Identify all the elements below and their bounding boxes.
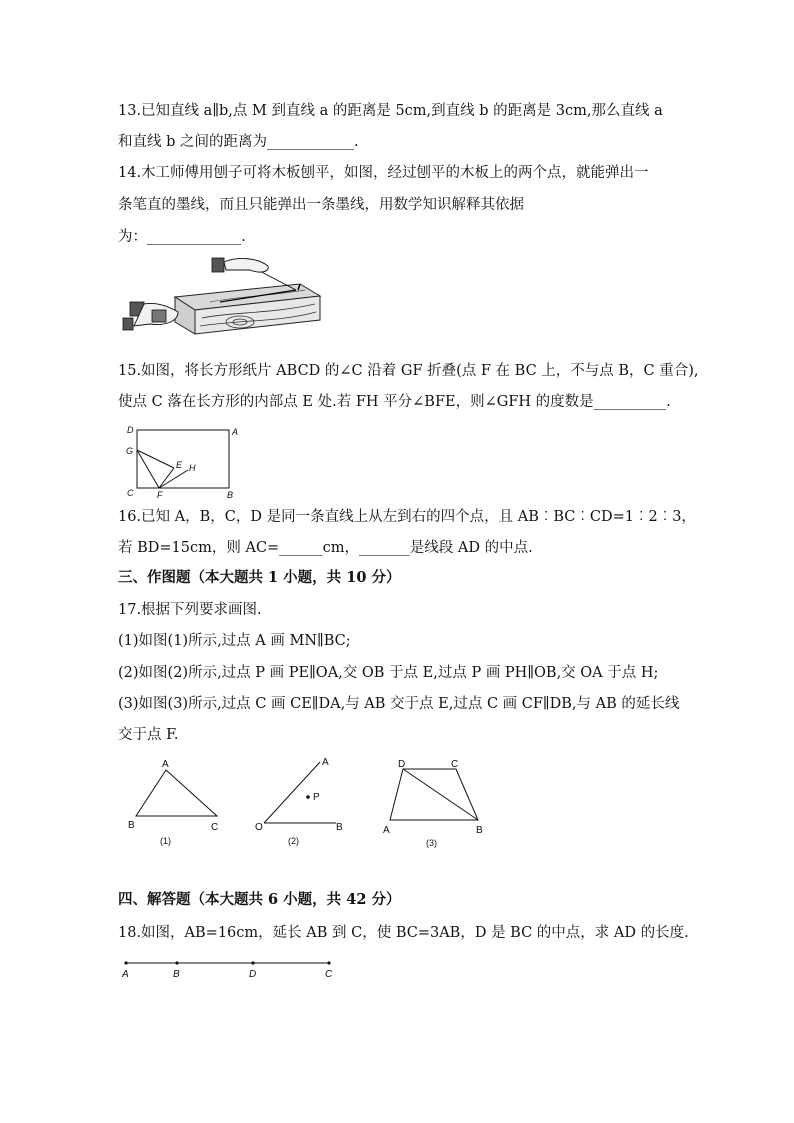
q14-line2: 条笔直的墨线，而且只能弹出一条墨线，用数学知识解释其依据 [118, 197, 524, 213]
point-A [124, 961, 127, 964]
q17-item3b: 交于点 F. [118, 727, 179, 743]
rectangle-fold-figure [122, 424, 244, 500]
section3-heading: 三、作图题（本大题共 1 小题，共 10 分） [118, 569, 401, 586]
section4-heading: 四、解答题（本大题共 6 小题，共 42 分） [118, 891, 401, 908]
figure-3-trapezoid [378, 752, 493, 852]
fig3-label-A: A [383, 825, 390, 836]
fig1-label-A: A [162, 759, 169, 770]
figure-1-triangle [122, 756, 232, 850]
fig2-label-A: A [322, 757, 329, 768]
q14-line1: 14.木工师傅用刨子可将木板刨平，如图，经过刨平的木板上的两个点，就能弹出一 [118, 165, 649, 181]
point-C [327, 961, 330, 964]
fig1-label-B: B [128, 820, 135, 831]
fig3-label-B: B [476, 825, 483, 836]
point-P [306, 795, 310, 799]
plank-illustration [120, 252, 325, 342]
fig3-label-C: C [451, 759, 459, 770]
q14-line3: 为：_____________. [118, 229, 246, 245]
q17-item1: (1)如图(1)所示,过点 A 画 MN∥BC; [118, 633, 351, 649]
fig1-label-C: C [211, 822, 219, 833]
q18-line-segment [118, 955, 338, 983]
q16-line1: 16.已知 A，B，C，D 是同一条直线上从左到右的四个点，且 AB︰BC︰CD=1︰2︰3， [118, 509, 696, 525]
fig2-label-P: P [313, 792, 320, 803]
point-D [251, 961, 254, 964]
q16-line2: 若 BD=15cm，则 AC=______cm，_______是线段 AD 的中点. [118, 540, 533, 556]
q18-label-B: B [173, 969, 180, 980]
q18-label-D: D [249, 969, 257, 980]
q18-label-C: C [325, 969, 333, 980]
point-B [175, 961, 178, 964]
q15-line2: 使点 C 落在长方形的内部点 E 处.若 FH 平分∠BFE，则∠GFH 的度数是__________. [118, 394, 671, 410]
q13-line2: 和直线 b 之间的距离为____________. [118, 134, 359, 150]
q13-line1: 13.已知直线 a∥b,点 M 到直线 a 的距离是 5cm,到直线 b 的距离是 3cm,那么直线 a [118, 103, 663, 119]
fig3-caption: (3) [426, 838, 437, 848]
label-B: B [227, 490, 234, 500]
label-D: D [127, 425, 134, 435]
label-A: A [232, 427, 239, 437]
q17-item2: (2)如图(2)所示,过点 P 画 PE∥OA,交 OB 于点 E,过点 P 画 PH∥OB,交 OA 于点 H; [118, 665, 659, 681]
label-C: C [127, 488, 134, 498]
figure-2-angle [250, 750, 360, 850]
label-E: E [176, 460, 183, 470]
q18-label-A: A [122, 969, 129, 980]
fig2-label-B: B [336, 822, 343, 833]
fig2-label-O: O [255, 822, 263, 833]
q17-title: 17.根据下列要求画图. [118, 602, 262, 618]
q17-item3a: (3)如图(3)所示,过点 C 画 CE∥DA,与 AB 交于点 E,过点 C 画 CF∥DB,与 AB 的延长线 [118, 696, 680, 712]
q18-line1: 18.如图，AB=16cm，延长 AB 到 C，使 BC=3AB，D 是 BC 的中点，求 AD 的长度. [118, 925, 689, 941]
label-H: H [189, 463, 196, 473]
label-G: G [126, 446, 134, 456]
fig3-label-D: D [398, 759, 406, 770]
label-F: F [157, 490, 163, 500]
fig2-caption: (2) [288, 836, 299, 846]
q15-line1: 15.如图，将长方形纸片 ABCD 的∠C 沿着 GF 折叠(点 F 在 BC 上，不与点 B，C 重合), [118, 363, 699, 379]
fig1-caption: (1) [160, 836, 171, 846]
